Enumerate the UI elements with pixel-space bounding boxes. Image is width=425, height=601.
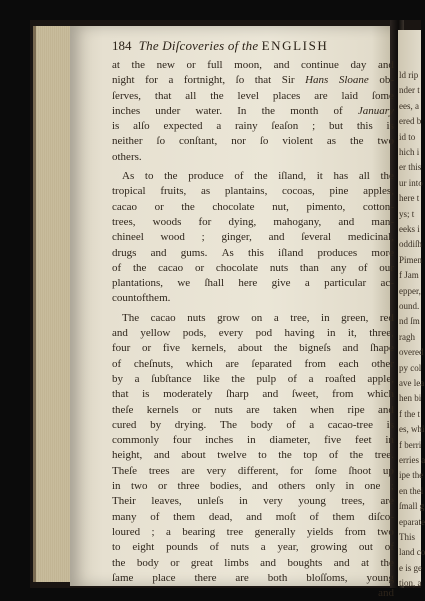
facing-page-fragment: f the t bbox=[399, 408, 420, 419]
facing-page-fragment: nd ſm bbox=[399, 316, 420, 327]
facing-page-fragment: ur into bbox=[399, 177, 423, 188]
text-line: cacao or the chocolate nut, pimento, cotton- bbox=[112, 200, 394, 213]
facing-page-fragment: e is ge bbox=[399, 562, 422, 573]
text-line: four or five kernels, about the bigneſs and ſhape bbox=[112, 342, 394, 355]
text-line: Their leaves, unleſs in very young trees, are bbox=[112, 495, 394, 508]
facing-page-fragment: er this bbox=[399, 162, 422, 173]
text-line: The cacao nuts grow on a tree, in green, red bbox=[122, 311, 394, 324]
running-header bbox=[112, 38, 394, 54]
facing-page-fragment: ees, a bbox=[399, 100, 419, 111]
text-line: As to the produce of the iſland, it has all the bbox=[122, 170, 394, 183]
text-line: chineel wood ; ginger, and ſeveral medicinal, bbox=[112, 231, 394, 244]
facing-page-fragment: ound. bbox=[399, 301, 420, 311]
catchword: and bbox=[378, 587, 394, 600]
text-line: of cheſnuts, which are ſeparated from each other bbox=[112, 357, 394, 370]
text-line: neither ſo conſtant, nor ſo violent as the two bbox=[112, 135, 394, 148]
facing-page-fragment: ragh bbox=[399, 331, 415, 342]
facing-page bbox=[398, 30, 425, 589]
text-line: plantations, we ſhall here give a particular ac- bbox=[112, 277, 394, 290]
text-line: by a ſubſtance like the pulp of a roaſted apple, bbox=[112, 372, 394, 385]
text-line: inches under water. In the month of January bbox=[112, 104, 394, 117]
text-line: loured ; a bearing tree generally yields from two bbox=[112, 525, 394, 538]
text-line: trees, woods for dying, mahogany, and man- bbox=[112, 215, 394, 228]
facing-page-fragment: ys; t bbox=[399, 208, 415, 219]
facing-page-fragment: epper, bbox=[399, 285, 421, 296]
text-line: many of them dead, and moſt of them diſco- bbox=[112, 510, 394, 523]
text-line: the body or great limbs and boughts and at the bbox=[112, 556, 394, 569]
facing-page-fragment: erries a bbox=[399, 455, 425, 465]
body-text bbox=[112, 58, 394, 601]
text-line: ſerves, that all the level places are laid ſome bbox=[112, 89, 394, 102]
text-line: in two or three bodies, and others only in one ; bbox=[112, 480, 394, 493]
text-line: Theſe trees are very different, for ſome ſhoot up bbox=[112, 464, 394, 477]
facing-page-fragment: hich i bbox=[399, 147, 420, 157]
facing-page-fragment: ered b bbox=[399, 116, 422, 127]
facing-page-fragment: ipe the bbox=[399, 470, 424, 481]
facing-page-fragment: eparate bbox=[399, 516, 425, 527]
facing-page-fragment: py col bbox=[399, 362, 422, 373]
facing-page-fragment: ave lea bbox=[399, 378, 425, 388]
text-line: tropical fruits, as plantains, cocoas, pine apples, bbox=[112, 185, 394, 198]
facing-page-fragment: id to bbox=[399, 131, 416, 142]
facing-page-fragment: tion, a bbox=[399, 578, 422, 589]
text-line: drugs and gums. As this iſland produces more bbox=[112, 246, 394, 259]
facing-page-fragment: land co bbox=[399, 547, 425, 558]
facing-page-fragment: f berri bbox=[399, 439, 422, 450]
text-line: count of them. bbox=[112, 292, 171, 305]
facing-page-fragment: nder t bbox=[399, 85, 420, 96]
running-title: The Diſcoveries of the bbox=[138, 38, 259, 53]
text-line: to eight pounds of nuts a year, growing out of bbox=[112, 541, 394, 554]
facing-page-fragment: oddiſh bbox=[399, 239, 423, 250]
text-line: night for a fortnight, ſo that Sir Hans Sloane ob- bbox=[112, 74, 394, 87]
text-line: at the new or full moon, and continue day and bbox=[112, 59, 394, 71]
text-line: of the cacao or chocolate nuts than any of our bbox=[112, 261, 394, 274]
page-number: 184 bbox=[112, 38, 132, 53]
text-line: theſe kernels or nuts are taken when ripe and bbox=[112, 403, 394, 416]
facing-page-fragment: This bbox=[399, 532, 416, 542]
text-line: height, and about twelve to the top of the tree. bbox=[112, 449, 394, 462]
facing-page-fragment: ſmall g bbox=[399, 501, 425, 512]
text-line: is alſo expected a rainy ſeaſon ; but this is bbox=[112, 120, 394, 133]
facing-page-fragment: es, whi bbox=[399, 424, 425, 435]
facing-page-fragment: eeks i bbox=[399, 224, 420, 234]
facing-page-fragment: hen bi bbox=[399, 393, 422, 404]
facing-page-fragment: ld rip bbox=[399, 70, 419, 80]
facing-page-fragment: Pimen bbox=[399, 254, 423, 265]
text-line: that is moderately ſharp and ſweet, from which bbox=[112, 388, 394, 401]
text-line: others. bbox=[112, 150, 142, 163]
facing-page-fragment: overed bbox=[399, 347, 424, 358]
text-line: and yellow pods, every pod having in it, three, bbox=[112, 327, 394, 340]
facing-page-fragment: here t bbox=[399, 193, 420, 204]
text-line: ſame place there are both bloſſoms, young bbox=[112, 571, 394, 584]
text-line: cured by drying. The body of a cacao-tree is bbox=[112, 418, 394, 431]
running-title-caps: ENGLISH bbox=[261, 38, 329, 53]
facing-page-fragment: en thei bbox=[399, 485, 424, 496]
text-line: commonly four inches in diameter, five feet in bbox=[112, 434, 394, 447]
facing-page-fragment: f Jam bbox=[399, 270, 419, 281]
